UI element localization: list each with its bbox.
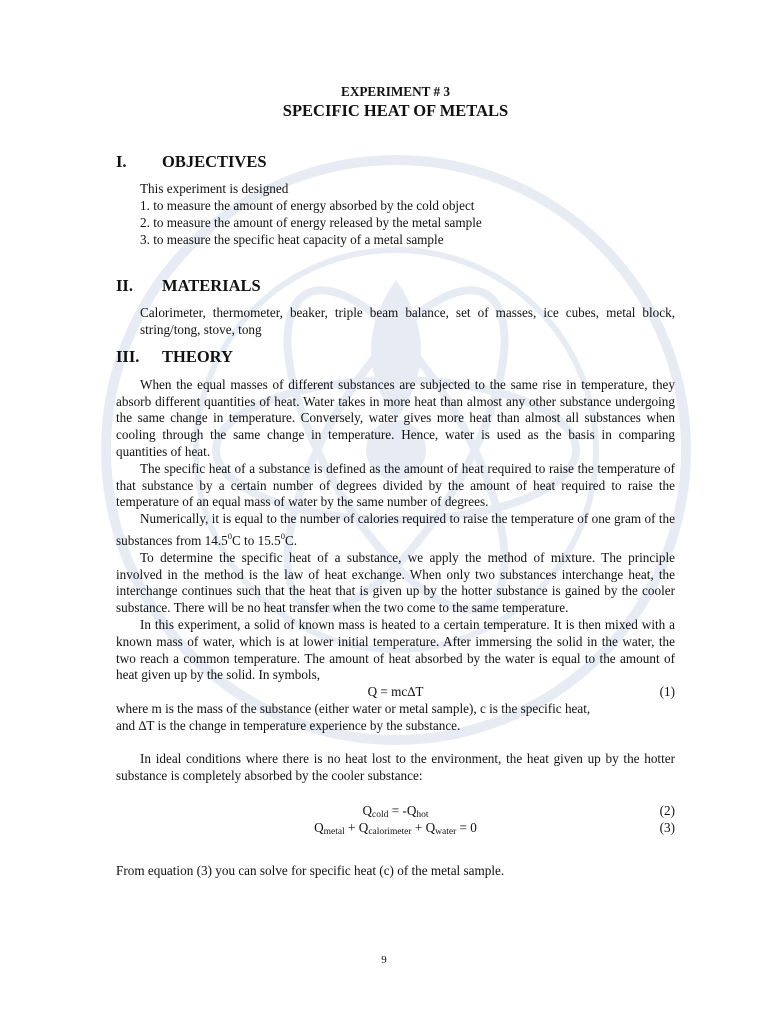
equation-3 xyxy=(116,820,675,837)
objectives-heading xyxy=(116,151,675,171)
equation-2 xyxy=(116,803,675,820)
theory-paragraph: To determine the specific heat of a substance, we apply the method of mixture. The principle involved in the method is the law of heat exchange. When only two substances interchange heat, the interchange continues such that the heat that is given up by the hotter substance is gained by the cooler substance. There will be no heat transfer when the two come to the same temperature. xyxy=(116,549,675,616)
section-number: I. xyxy=(116,151,127,171)
section-number: II. xyxy=(116,275,133,295)
experiment-title: SPECIFIC HEAT OF METALS xyxy=(282,100,509,120)
section-title: MATERIALS xyxy=(162,275,261,295)
objective-item: 2. to measure the amount of energy released by the metal sample xyxy=(140,214,482,230)
equation-formula: $Q_{metal} + Q_{calorimeter} + Q_{water} = 0$ xyxy=(314,820,477,838)
document-page xyxy=(116,84,675,880)
equation-formula: Q = mc∆T xyxy=(367,684,424,700)
theory-paragraph: In this experiment, a solid of known mass is heated to a certain temperature. It is then mixed with a known mass of water, which is at lower initial temperature. After immersing the solid in the water, the two reach a common temperature. The amount of heat absorbed by the water is equal to the amount of heat given up by the solid. In symbols, xyxy=(116,616,675,683)
materials-text: Calorimeter, thermometer, beaker, triple beam balance, set of masses, ice cubes, metal block, string/tong, stove, tong xyxy=(140,305,675,338)
equation-number: (2) xyxy=(659,803,675,819)
equation-formula: $Q_{cold} = -Q_{hot}$ xyxy=(362,803,429,821)
theory-paragraph: where m is the mass of the substance (either water or metal sample), c is the specific heat, and ∆T is the change in temperature experience by the substance. xyxy=(116,701,591,733)
theory-paragraph: In ideal conditions where there is no heat lost to the environment, the heat given up by the hotter substance is completely absorbed by the cooler substance: xyxy=(116,750,675,783)
theory-paragraph: From equation (3) you can solve for specific heat (c) of the metal sample. xyxy=(116,863,505,879)
theory-heading xyxy=(116,346,675,366)
theory-paragraph: When the equal masses of different substances are subjected to the same rise in temperature, they absorb different quantities of heat. Water takes in more heat than almost any other substance undergoing the same change in temperature. Conversely, water gives more heat than almost all substances when cooling through the same change in temperature. Hence, water is used as the basis in comparing quantities of heat. xyxy=(116,376,675,459)
experiment-label: EXPERIMENT # 3 xyxy=(341,84,450,99)
equation-number: (1) xyxy=(659,684,675,700)
objectives-list xyxy=(116,181,675,248)
objectives-intro: This experiment is designed xyxy=(140,181,289,197)
section-title: OBJECTIVES xyxy=(162,151,267,171)
theory-paragraph: The specific heat of a substance is defined as the amount of heat required to raise the temperature of that substance by a certain number of degrees divided by the amount of heat required to raise the temperature of an equal mass of water by the same number of degrees. xyxy=(116,460,675,510)
theory-paragraph: Numerically, it is equal to the number of calories required to raise the temperature of one gram of the substances from 14.5$^0$C to 15.5$^0$C. xyxy=(116,511,675,548)
page-number: 9 xyxy=(381,954,387,966)
section-number: III. xyxy=(116,346,140,366)
objective-item: 1. to measure the amount of energy absorbed by the cold object xyxy=(140,198,475,214)
equation-number: (3) xyxy=(659,820,675,836)
materials-heading xyxy=(116,275,675,295)
section-title: THEORY xyxy=(162,346,233,366)
equation-1 xyxy=(116,684,675,701)
objective-item: 3. to measure the specific heat capacity of a metal sample xyxy=(140,231,444,247)
